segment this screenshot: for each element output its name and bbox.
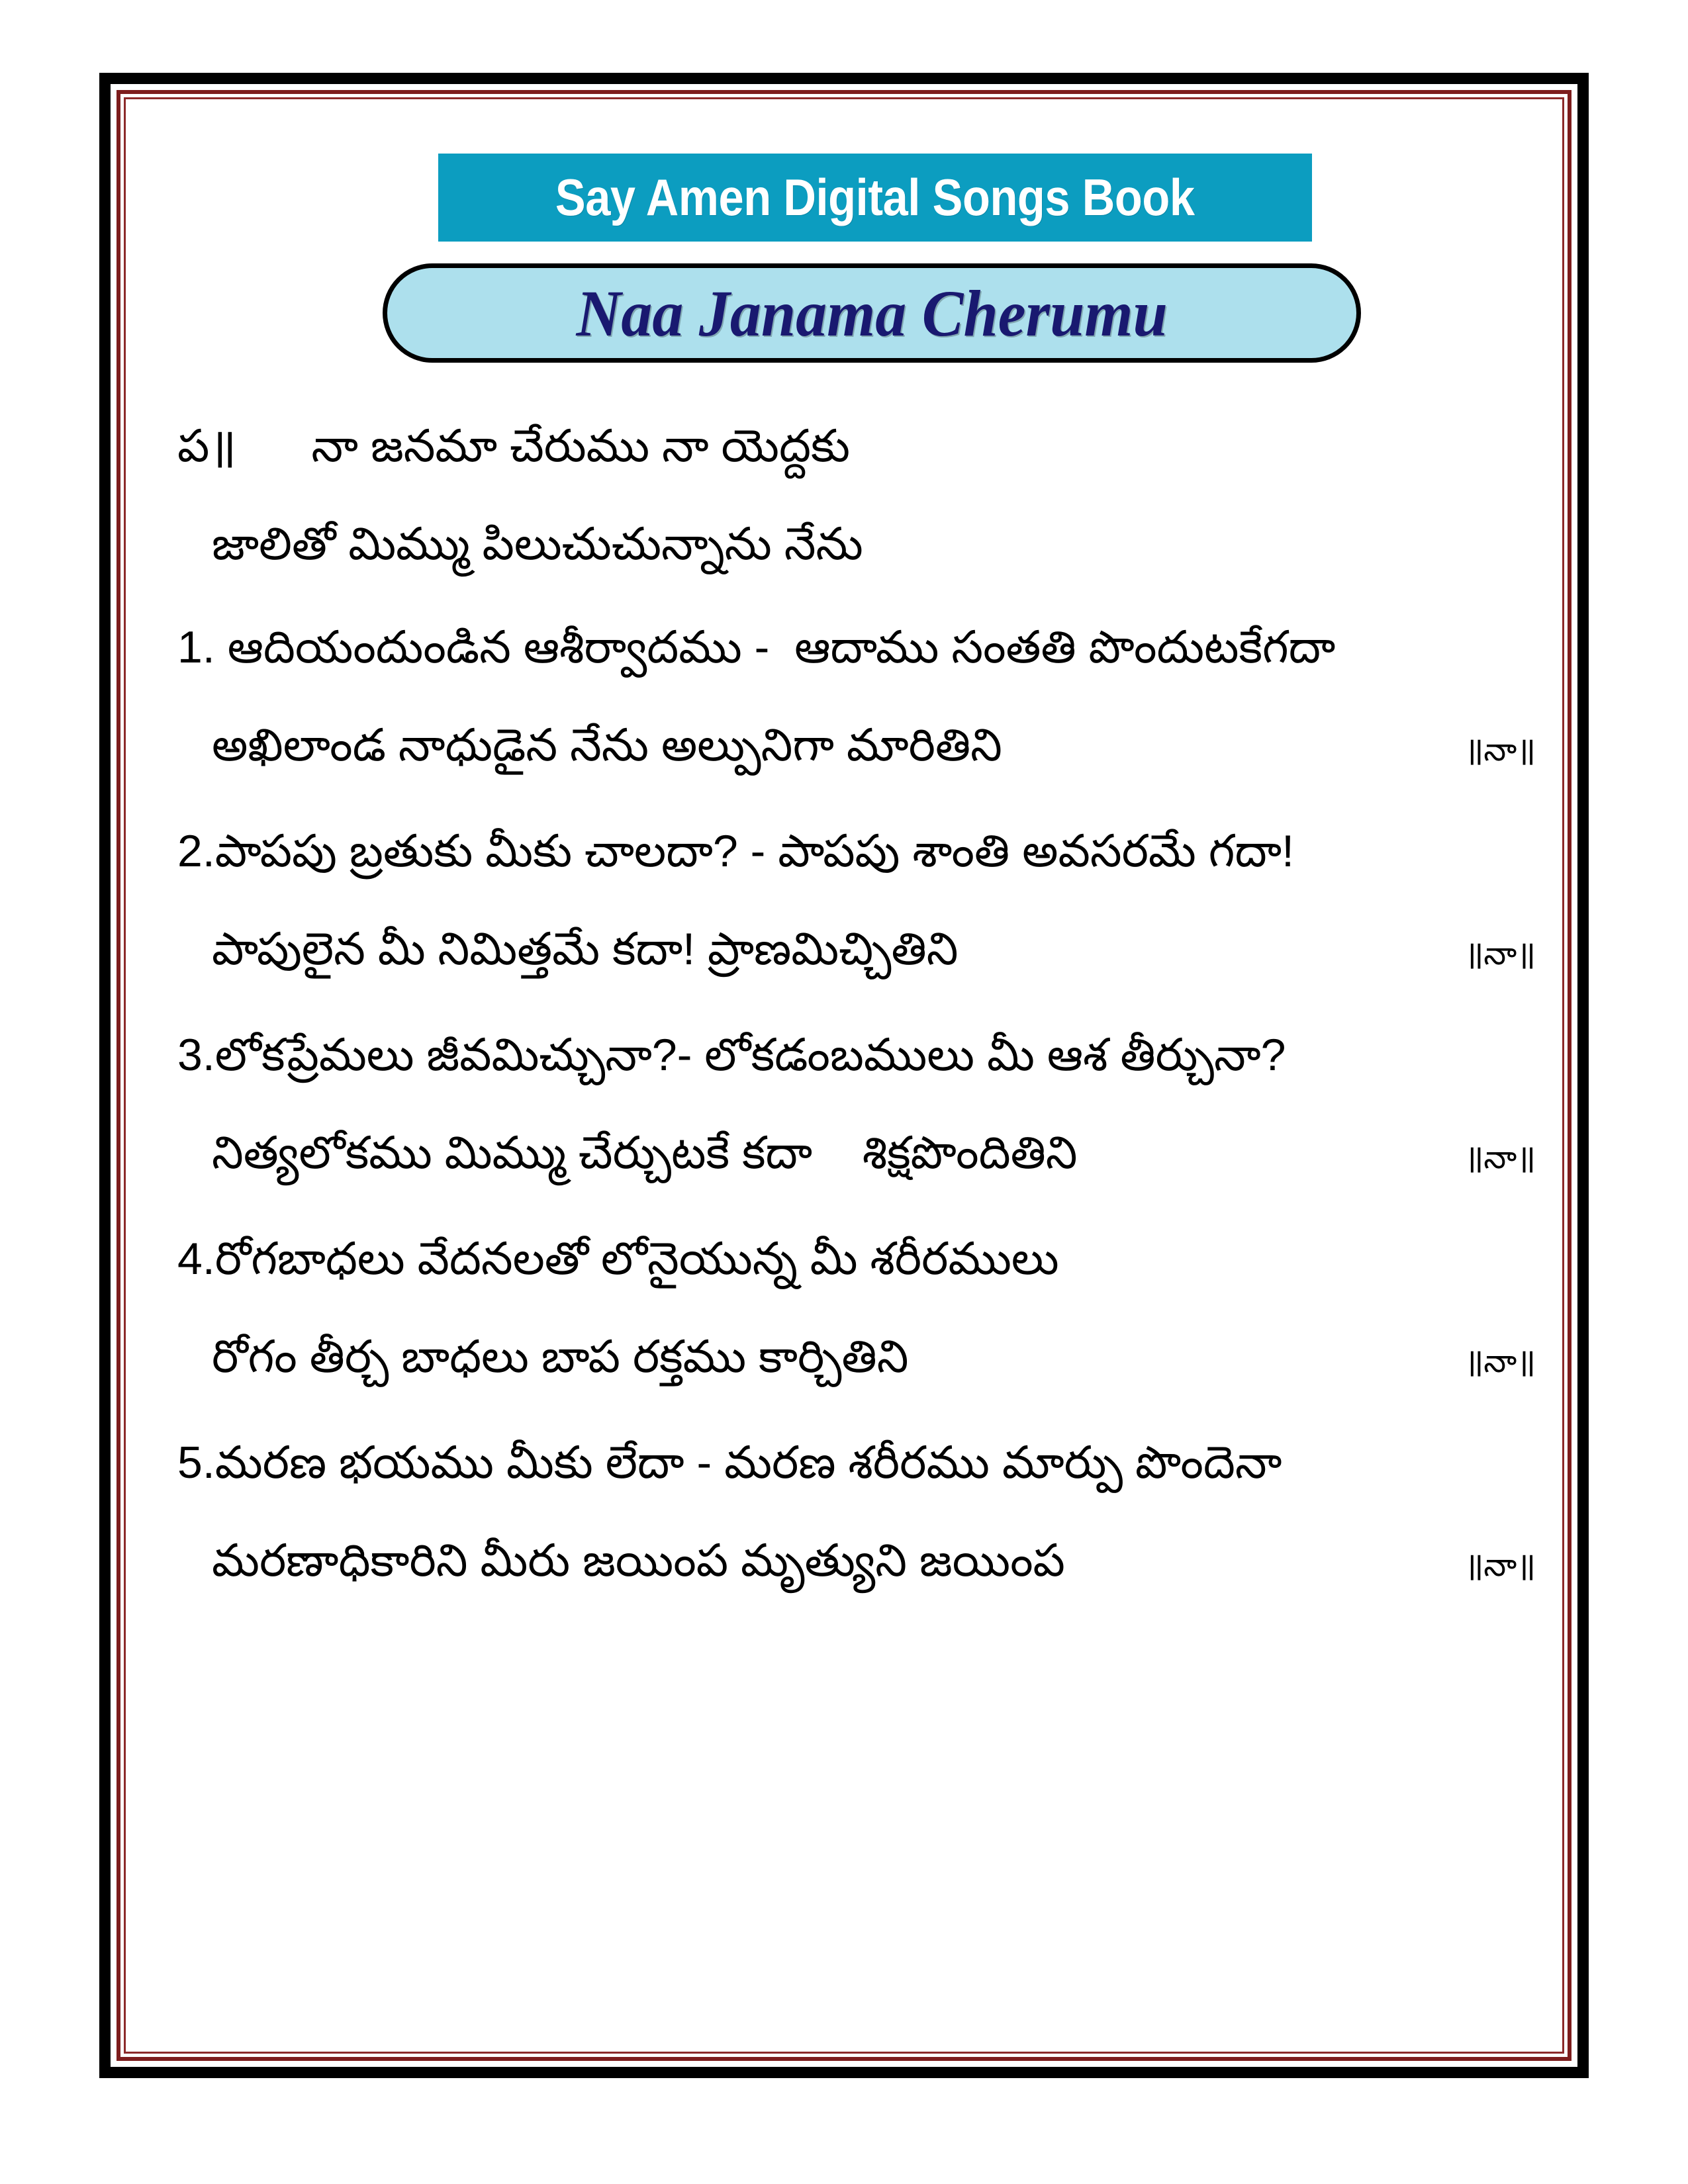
lyric-line (177, 1210, 1536, 1308)
lyric-text: నిత్యలోకము మిమ్ము చేర్చుటకే కదా శిక్షపొందితిని (212, 1128, 1078, 1178)
lyric-line (177, 1308, 1536, 1411)
header-banner (438, 154, 1312, 242)
lyric-line (177, 598, 1536, 696)
refrain-marker: ॥నా॥ (1464, 733, 1536, 768)
refrain-marker: ॥నా॥ (1464, 1548, 1536, 1583)
lyric-text: అఖిలాండ నాధుడైన నేను అల్పునిగా మారితిని (212, 720, 1002, 770)
song-title-pill (383, 263, 1361, 363)
frame-white-gap (111, 84, 1577, 2067)
lyric-text: ప॥ నా జనమా చేరుము నా యెద్దకు (177, 421, 851, 471)
lyric-text: 1. ఆదియందుండిన ఆశీర్వాదము - ఆదాము సంతతి పొందుటకేగదా (177, 622, 1336, 672)
frame-maroon-gap (120, 94, 1568, 2057)
stanza-verse-5 (177, 1414, 1536, 1615)
page-border-frame (99, 73, 1589, 2078)
lyric-line (177, 1512, 1536, 1615)
lyric-text: 5.మరణ భయము మీకు లేదా - మరణ శరీరము మార్పు పొందెనా (177, 1437, 1282, 1488)
lyric-text: 3.లోకప్రేమలు జీవమిచ్చునా?- లోకడంబములు మీ ఆశ తీర్చునా? (177, 1030, 1286, 1080)
lyric-text: మరణాధికారిని మీరు జయింప మృత్యుని జయింప (212, 1535, 1065, 1586)
frame-maroon-outer-rule (117, 90, 1571, 2061)
lyric-line (177, 495, 1536, 593)
lyric-line (177, 802, 1536, 900)
lyric-line (177, 1414, 1536, 1512)
lyric-text: జాలితో మిమ్ము పిలుచుచున్నాను నేను (212, 519, 863, 569)
refrain-marker: ॥నా॥ (1464, 936, 1536, 972)
lyric-line (177, 696, 1536, 799)
lyric-text: 2.పాపపు బ్రతుకు మీకు చాలదా? - పాపపు శాంతి అవసరమే గదా! (177, 826, 1294, 876)
lyric-line (177, 1104, 1536, 1207)
stanza-verse-4 (177, 1210, 1536, 1411)
lyric-text: 4.రోగబాధలు వేదనలతో లోనైయున్న మీ శరీరములు (177, 1234, 1059, 1284)
lyric-text: పాపులైన మీ నిమిత్తమే కదా! ప్రాణమిచ్చితిని (212, 924, 959, 974)
lyrics-body (177, 397, 1536, 1617)
refrain-marker: ॥నా॥ (1464, 1140, 1536, 1175)
lyric-line (177, 1006, 1536, 1104)
lyric-line (177, 397, 1536, 495)
lyric-text: రోగం తీర్చ బాధలు బాప రక్తము కార్చితిని (212, 1332, 909, 1382)
stanza-chorus (177, 397, 1536, 593)
refrain-marker: ॥నా॥ (1464, 1344, 1536, 1379)
stanza-verse-2 (177, 802, 1536, 1003)
banner-title: Say Amen Digital Songs Book (555, 168, 1195, 226)
song-title: Naa Janama Cherumu (576, 276, 1168, 350)
stanza-verse-3 (177, 1006, 1536, 1207)
document-page (126, 99, 1562, 2052)
lyric-line (177, 900, 1536, 1003)
frame-maroon-inner-rule (124, 97, 1564, 2054)
stanza-verse-1 (177, 598, 1536, 799)
